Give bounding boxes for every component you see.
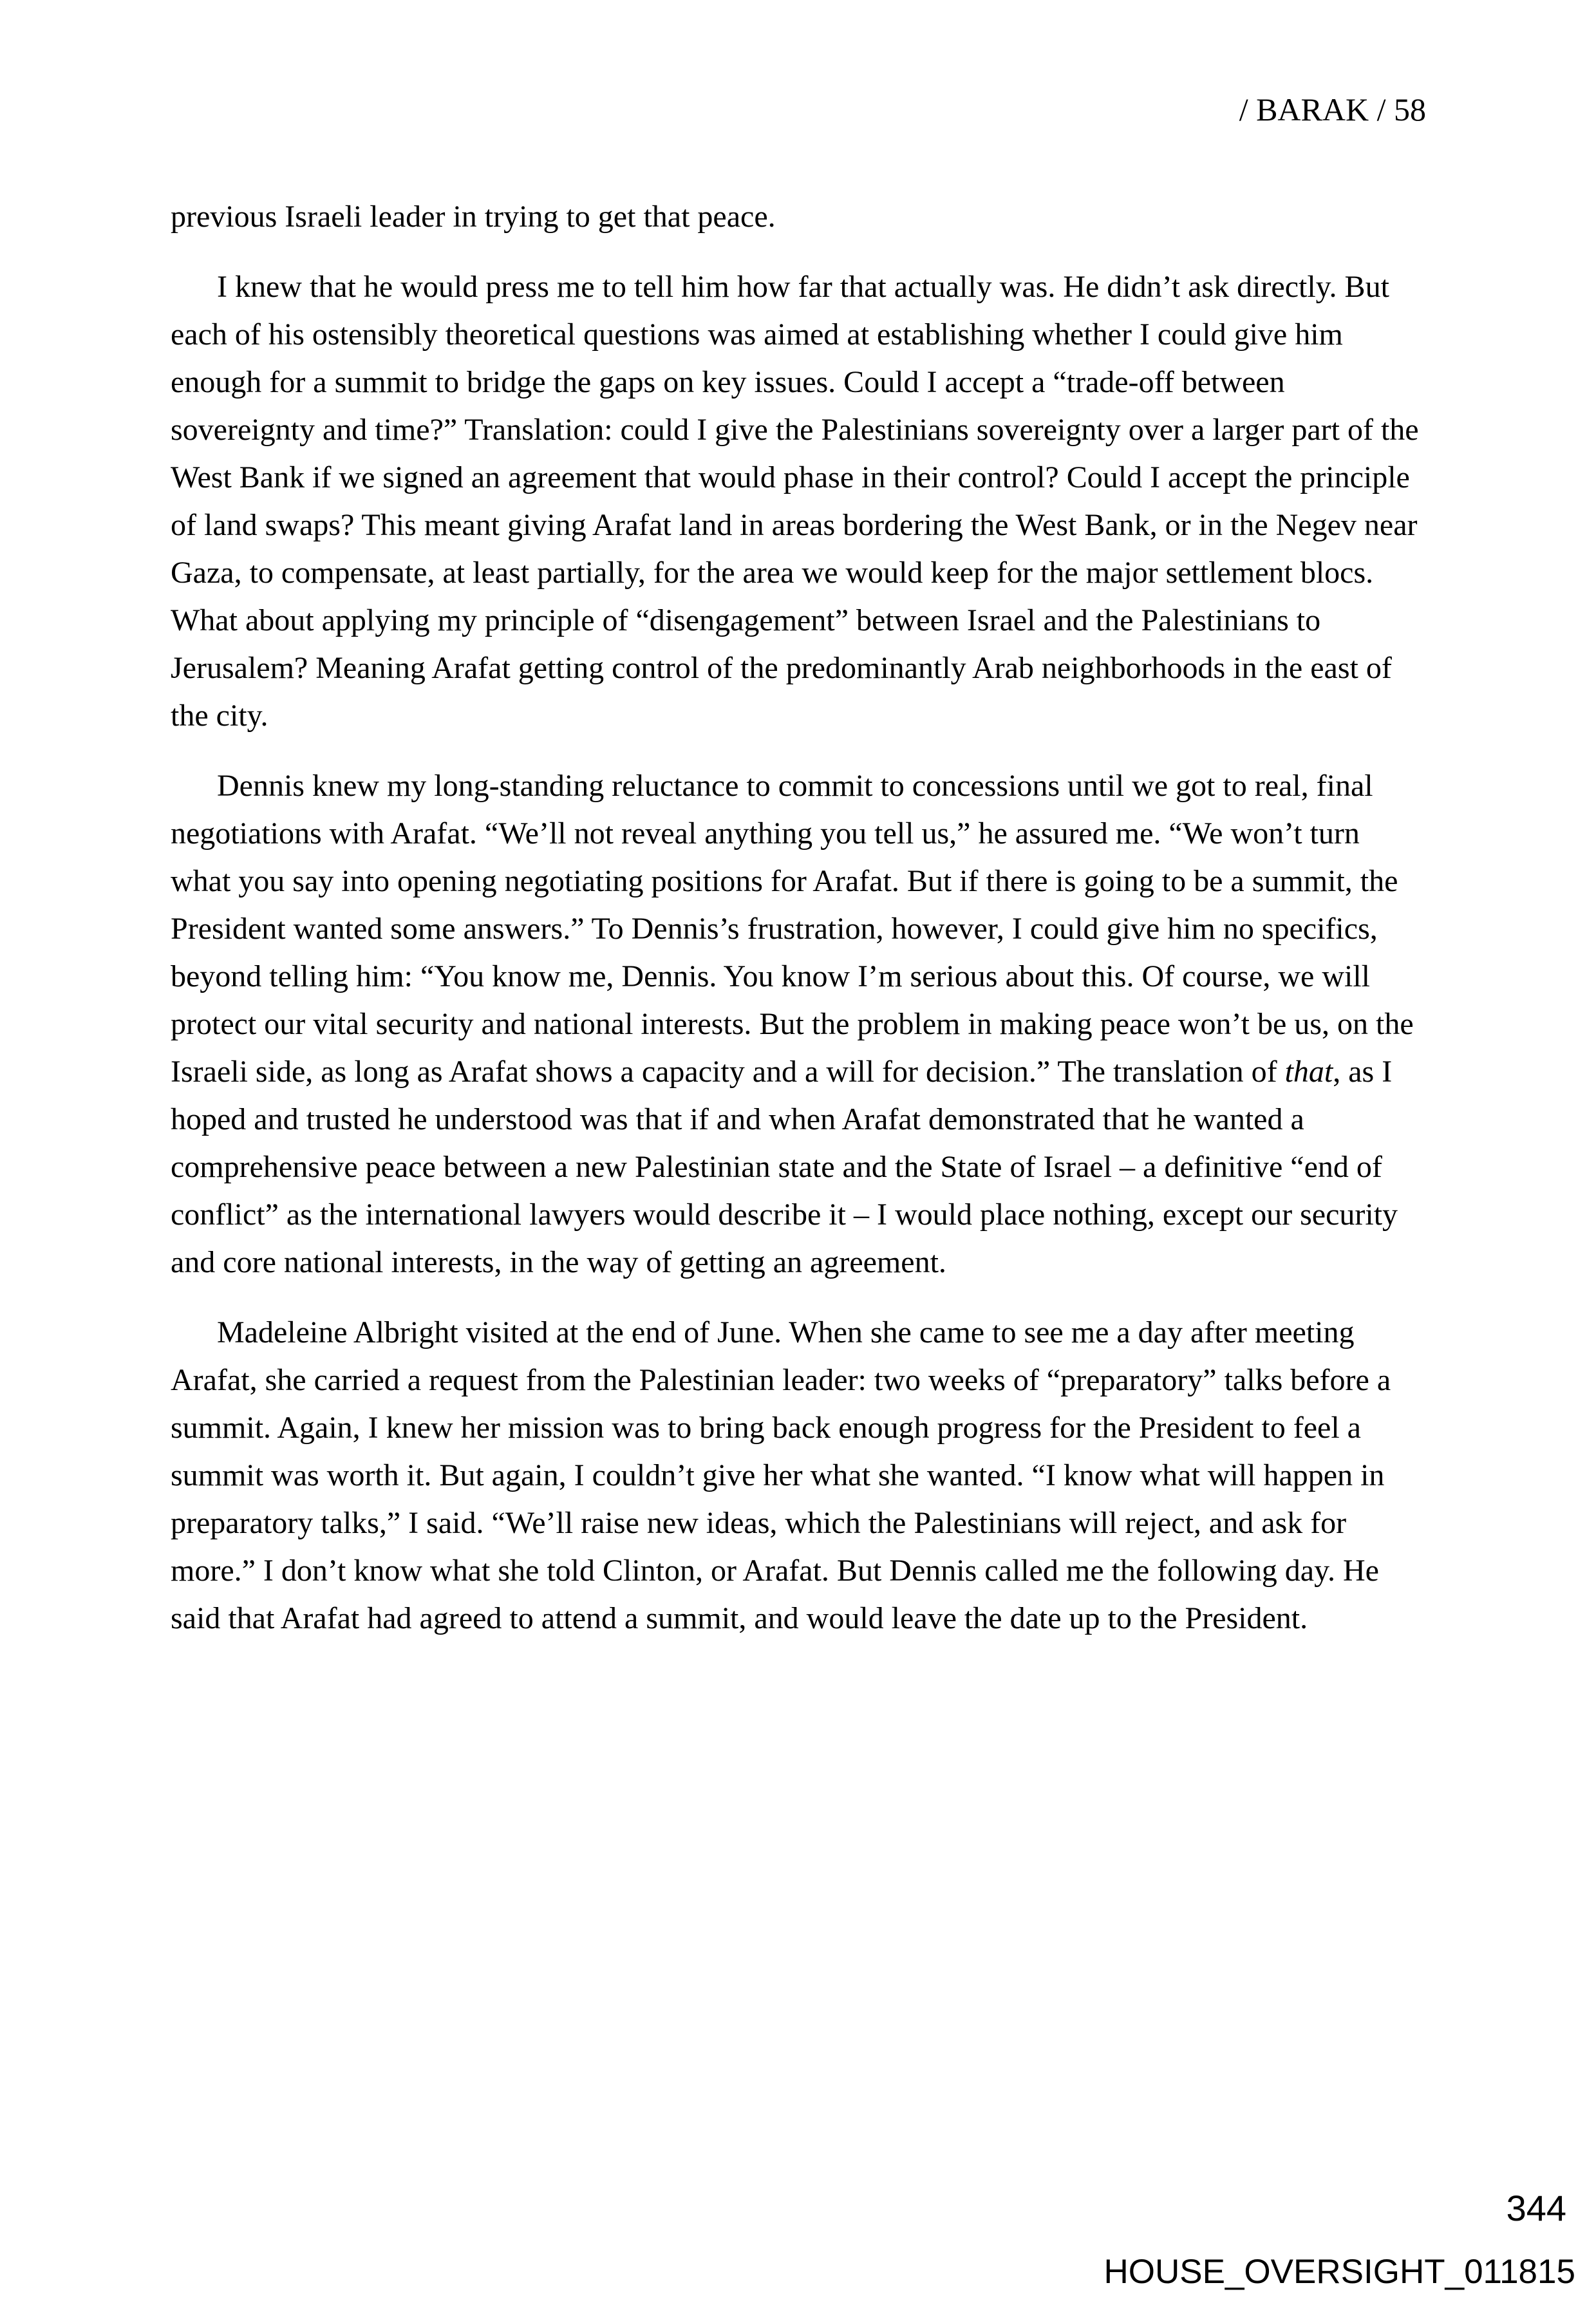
italic-text-run: that bbox=[1284, 1055, 1333, 1089]
paragraph bbox=[171, 263, 1426, 740]
text-run: , as I hoped and trusted he understood was that if and when Arafat demonstrated that he wanted a comprehensive peace between a new Palestinian state and the State of Israel – a definitive “end of conflict” as the international lawyers would describe it – I would place nothing, except our security and core national interests, in the way of getting an agreement. bbox=[171, 1055, 1406, 1279]
text-run: previous Israeli leader in trying to get that peace. bbox=[171, 200, 776, 234]
paragraph bbox=[171, 193, 1426, 241]
document-body bbox=[171, 193, 1426, 1665]
page-number: 344 bbox=[1506, 2188, 1566, 2228]
paragraph bbox=[171, 762, 1426, 1286]
page-header: / BARAK / 58 bbox=[1239, 91, 1426, 127]
text-run: I knew that he would press me to tell him how far that actually was. He didn’t ask directly. But each of his ostensibly theoretical questions was aimed at establishing whether I could give him enough for a summit to bridge the gaps on key issues. Could I accept a “trade-off between sovereignty and time?” Translation: could I give the Palestinians sovereignty over a larger part of the West Bank if we signed an agreement that would phase in their control? Could I accept the principle of land swaps? This meant giving Arafat land in areas bordering the West Bank, or in the Negev near Gaza, to compensate, at least partially, for the area we would keep for the major settlement blocs. What about applying my principle of “disengagement” between Israel and the Palestinians to Jerusalem? Meaning Arafat getting control of the predominantly Arab neighborhoods in the east of the city. bbox=[171, 270, 1426, 733]
bates-stamp: HOUSE_OVERSIGHT_011815 bbox=[1103, 2253, 1575, 2291]
text-run: Dennis knew my long-standing reluctance to commit to concessions until we got to real, final negotiations with Arafat. “We’ll not reveal anything you tell us,” he assured me. “We won’t turn what you say into opening negotiating positions for Arafat. But if there is going to be a summit, the President wanted some answers.” To Dennis’s frustration, however, I could give him no specifics, beyond telling him: “You know me, Dennis. You know I’m serious about this. Of course, we will protect our vital security and national interests. But the problem in making peace won’t be us, on the Israeli side, as long as Arafat shows a capacity and a will for decision.” The translation of bbox=[171, 769, 1422, 1089]
text-run: Madeleine Albright visited at the end of June. When she came to see me a day after meeting Arafat, she carried a request from the Palestinian leader: two weeks of “preparatory” talks before a summit. Again, I knew her mission was to bring back enough progress for the President to feel a summit was worth it. But again, I couldn’t give her what she wanted. “I know what will happen in preparatory talks,” I said. “We’ll raise new ideas, which the Palestinians will reject, and ask for more.” I don’t know what she told Clinton, or Arafat. But Dennis called me the following day. He said that Arafat had agreed to attend a summit, and would leave the date up to the President. bbox=[171, 1315, 1399, 1635]
paragraph bbox=[171, 1309, 1426, 1642]
